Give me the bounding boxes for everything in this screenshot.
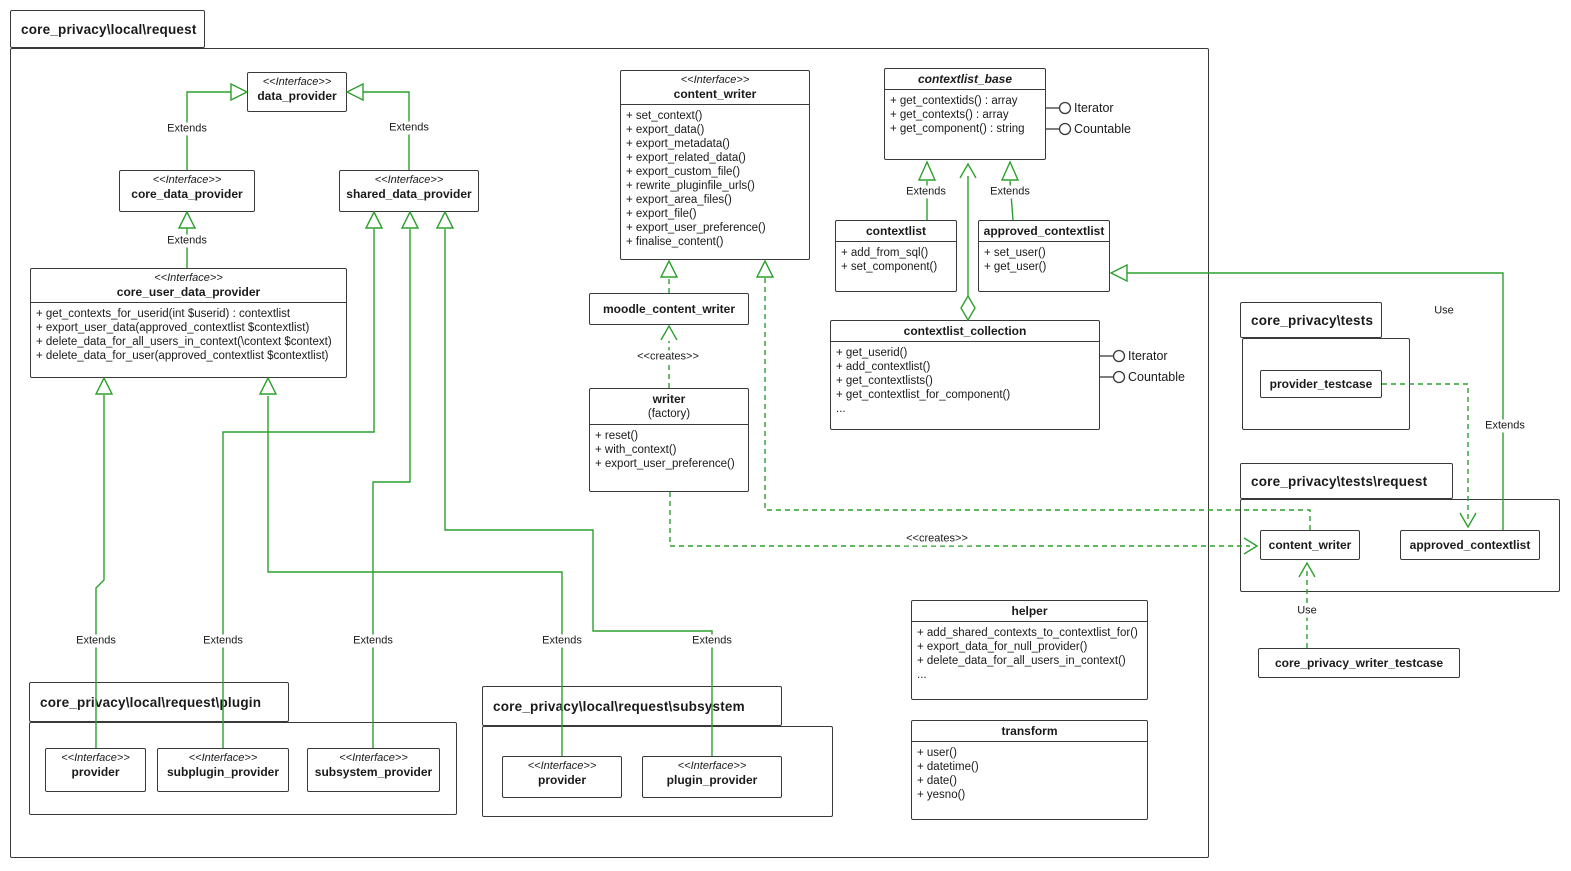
- method-item: ...: [917, 669, 927, 681]
- edge-label-ext_core_user: Extends: [164, 235, 210, 248]
- class-header-tests_content_writer: [1261, 538, 1359, 553]
- class-name: content_writer: [1268, 537, 1352, 552]
- class-header-contextlist_collection: [831, 321, 1099, 341]
- class-name: plugin_provider: [666, 773, 758, 787]
- edge-label-ext_contextlist: Extends: [903, 186, 949, 199]
- method-item: + get_contextlist_for_component(): [836, 389, 1011, 401]
- class-header-tests_approved_contextlist: [1401, 538, 1539, 553]
- class-box-writer: [589, 388, 749, 492]
- class-header-provider_testcase: [1261, 377, 1381, 392]
- class-name: shared_data_provider: [346, 187, 472, 201]
- class-name: approved_contextlist: [983, 224, 1105, 238]
- edge-label-ext_approved: Extends: [987, 186, 1033, 199]
- class-name: approved_contextlist: [1409, 537, 1531, 552]
- class-methods-contextlist_collection: [831, 341, 1099, 429]
- method-item: + add_from_sql(): [841, 247, 929, 259]
- class-box-contextlist_collection: [830, 320, 1100, 430]
- package-tab-core-privacy-local-request: core_privacy\local\request: [10, 10, 205, 48]
- edge-label-creates_tests_writer: <<creates>>: [903, 533, 971, 546]
- class-header-subsys_plugin_provider: [643, 757, 781, 790]
- edge-label-use_writer_testcase: Use: [1294, 605, 1320, 618]
- class-header-subplugin_provider: [158, 749, 288, 782]
- method-item: + export_user_data(approved_contextlist $contextlist): [36, 322, 310, 334]
- class-box-subsystem_provider: [307, 748, 440, 792]
- class-methods-approved_contextlist: [979, 241, 1109, 291]
- class-header-contextlist_base: [885, 69, 1045, 89]
- class-header-writer: [590, 389, 748, 424]
- class-header-content_writer_if: [621, 71, 809, 104]
- class-methods-writer: [590, 424, 748, 491]
- edge-label-ext_subsys_plugin: Extends: [689, 635, 735, 648]
- method-item: + get_contexts_for_userid(int $userid) : contextlist: [36, 308, 291, 320]
- edge-label-use_provider_testcase: Use: [1431, 305, 1457, 318]
- package-tab-tests_pkg: core_privacy\tests: [1240, 302, 1382, 338]
- stereotype-label: <<Interface>>: [339, 752, 408, 764]
- stereotype-label: <<Interface>>: [152, 174, 222, 186]
- class-box-content_writer_if: [620, 70, 810, 260]
- method-item: + set_context(): [626, 110, 703, 122]
- class-header-moodle_content_writer: [590, 302, 748, 317]
- method-item: + set_component(): [841, 261, 938, 273]
- method-item: + export_area_files(): [626, 194, 732, 206]
- class-methods-contextlist: [836, 241, 956, 291]
- class-name: core_user_data_provider: [116, 285, 261, 299]
- stereotype-label: <<Interface>>: [154, 272, 223, 284]
- method-item: + get_contextlists(): [836, 375, 933, 387]
- method-item: + add_shared_contexts_to_contextlist_for(): [917, 627, 1138, 639]
- edge-label-ext_subsystem: Extends: [350, 635, 396, 648]
- method-item: + get_contexts() : array: [890, 109, 1009, 121]
- class-name: moodle_content_writer: [602, 301, 736, 316]
- method-item: + get_component() : string: [890, 123, 1025, 135]
- class-name: core_privacy_writer_testcase: [1274, 655, 1444, 670]
- class-name: transform: [1001, 724, 1058, 738]
- method-item: + add_contextlist(): [836, 361, 931, 373]
- class-header-approved_contextlist: [979, 221, 1109, 241]
- method-item: + finalise_content(): [626, 236, 724, 248]
- class-box-helper: [911, 600, 1148, 700]
- class-header-contextlist: [836, 221, 956, 241]
- stereotype-label: <<Interface>>: [677, 760, 747, 772]
- class-header-shared_data_provider: [340, 171, 478, 204]
- method-item: + datetime(): [917, 761, 979, 773]
- class-box-core_user_data_provider: [30, 268, 347, 378]
- method-item: + export_related_data(): [626, 152, 746, 164]
- method-item: + export_metadata(): [626, 138, 730, 150]
- class-box-contextlist: [835, 220, 957, 292]
- class-box-plugin_provider_if: [45, 748, 146, 792]
- class-header-core_data_provider: [120, 171, 254, 204]
- class-box-subsys_plugin_provider: [642, 756, 782, 798]
- stereotype-label: <<Interface>>: [188, 752, 258, 764]
- class-methods-core_user_data_provider: [31, 302, 346, 377]
- class-box-shared_data_provider: [339, 170, 479, 212]
- stereotype-label: <<Interface>>: [527, 760, 597, 772]
- method-item: + get_contextids() : array: [890, 95, 1018, 107]
- method-item: + export_file(): [626, 208, 697, 220]
- class-name: writer: [652, 392, 686, 406]
- class-name: content_writer: [673, 87, 757, 101]
- class-name: data_provider: [257, 89, 337, 103]
- method-item: + rewrite_pluginfile_urls(): [626, 180, 755, 192]
- class-box-tests_approved_contextlist: [1400, 530, 1540, 560]
- method-item: + export_data(): [626, 124, 705, 136]
- class-header-plugin_provider_if: [46, 749, 145, 782]
- class-box-core_privacy_writer_testcase: [1258, 648, 1460, 678]
- edge-label-ext_plugin_provider: Extends: [73, 635, 119, 648]
- edge-label-ext_subplugin: Extends: [200, 635, 246, 648]
- method-item: + yesno(): [917, 789, 966, 801]
- class-name: contextlist_base: [917, 72, 1013, 86]
- edge-label-ext_tests_approved: Extends: [1482, 420, 1528, 433]
- package-tab-plugin_pkg: core_privacy\local\request\plugin: [29, 682, 289, 722]
- edge-label-ext_shared: Extends: [386, 122, 432, 135]
- class-box-provider_testcase: [1260, 370, 1382, 398]
- stereotype-label: <<Interface>>: [374, 174, 444, 186]
- class-methods-contextlist_base: [885, 89, 1045, 159]
- lollipop-label-contextlist_base-1: Countable: [1074, 122, 1131, 136]
- method-item: + reset(): [595, 430, 639, 442]
- lollipop-label-contextlist_collection-0: Iterator: [1128, 349, 1168, 363]
- method-item: + date(): [917, 775, 957, 787]
- class-box-subplugin_provider: [157, 748, 289, 792]
- class-name: helper: [1011, 604, 1048, 618]
- class-box-moodle_content_writer: [589, 293, 749, 325]
- class-box-contextlist_base: [884, 68, 1046, 160]
- class-header-subsystem_provider: [308, 749, 439, 782]
- edge-label-ext_core_data: Extends: [164, 123, 210, 136]
- method-item: + set_user(): [984, 247, 1046, 259]
- method-item: ...: [836, 403, 846, 415]
- lollipop-label-contextlist_base-0: Iterator: [1074, 101, 1114, 115]
- class-box-transform: [911, 720, 1148, 820]
- class-name: subsystem_provider: [314, 765, 433, 779]
- class-header-helper: [912, 601, 1147, 621]
- class-box-subsys_provider_if: [502, 756, 622, 798]
- stereotype-label: <<Interface>>: [262, 76, 332, 88]
- class-box-tests_content_writer: [1260, 530, 1360, 560]
- class-header-core_user_data_provider: [31, 269, 346, 302]
- stereotype-label: <<Interface>>: [61, 752, 130, 764]
- class-header-data_provider: [248, 73, 346, 106]
- edge-label-ext_subsys_provider: Extends: [539, 635, 585, 648]
- method-item: + get_userid(): [836, 347, 908, 359]
- method-item: + export_data_for_null_provider(): [917, 641, 1088, 653]
- class-name: provider_testcase: [1269, 376, 1373, 391]
- class-subtitle: (factory): [647, 408, 691, 420]
- package-tab-subsystem_pkg: core_privacy\local\request\subsystem: [482, 686, 782, 726]
- class-name: subplugin_provider: [166, 765, 279, 779]
- class-name: provider: [71, 765, 120, 779]
- method-item: + export_user_preference(): [626, 222, 766, 234]
- method-item: + get_user(): [984, 261, 1047, 273]
- method-item: + with_context(): [595, 444, 677, 456]
- class-name: contextlist_collection: [903, 324, 1027, 338]
- method-item: + export_user_preference(): [595, 458, 735, 470]
- method-item: + delete_data_for_all_users_in_context(): [917, 655, 1126, 667]
- class-name: core_data_provider: [131, 187, 243, 201]
- class-header-subsys_provider_if: [503, 757, 621, 790]
- method-item: + export_custom_file(): [626, 166, 741, 178]
- class-methods-content_writer_if: [621, 104, 809, 259]
- package-tab-tests_request_pkg: core_privacy\tests\request: [1240, 463, 1453, 499]
- method-item: + delete_data_for_all_users_in_context(\context $context): [36, 336, 332, 348]
- edge-label-creates_writer: <<creates>>: [634, 351, 702, 364]
- class-name: contextlist: [865, 224, 926, 238]
- class-box-data_provider: [247, 72, 347, 112]
- class-box-approved_contextlist: [978, 220, 1110, 292]
- class-methods-helper: [912, 621, 1147, 699]
- stereotype-label: <<Interface>>: [680, 74, 750, 86]
- class-box-core_data_provider: [119, 170, 255, 212]
- class-header-core_privacy_writer_testcase: [1259, 656, 1459, 671]
- class-header-transform: [912, 721, 1147, 741]
- class-methods-transform: [912, 741, 1147, 819]
- method-item: + user(): [917, 747, 957, 759]
- method-item: + delete_data_for_user(approved_contextlist $contextlist): [36, 350, 329, 362]
- class-name: provider: [537, 773, 586, 787]
- lollipop-label-contextlist_collection-1: Countable: [1128, 370, 1185, 384]
